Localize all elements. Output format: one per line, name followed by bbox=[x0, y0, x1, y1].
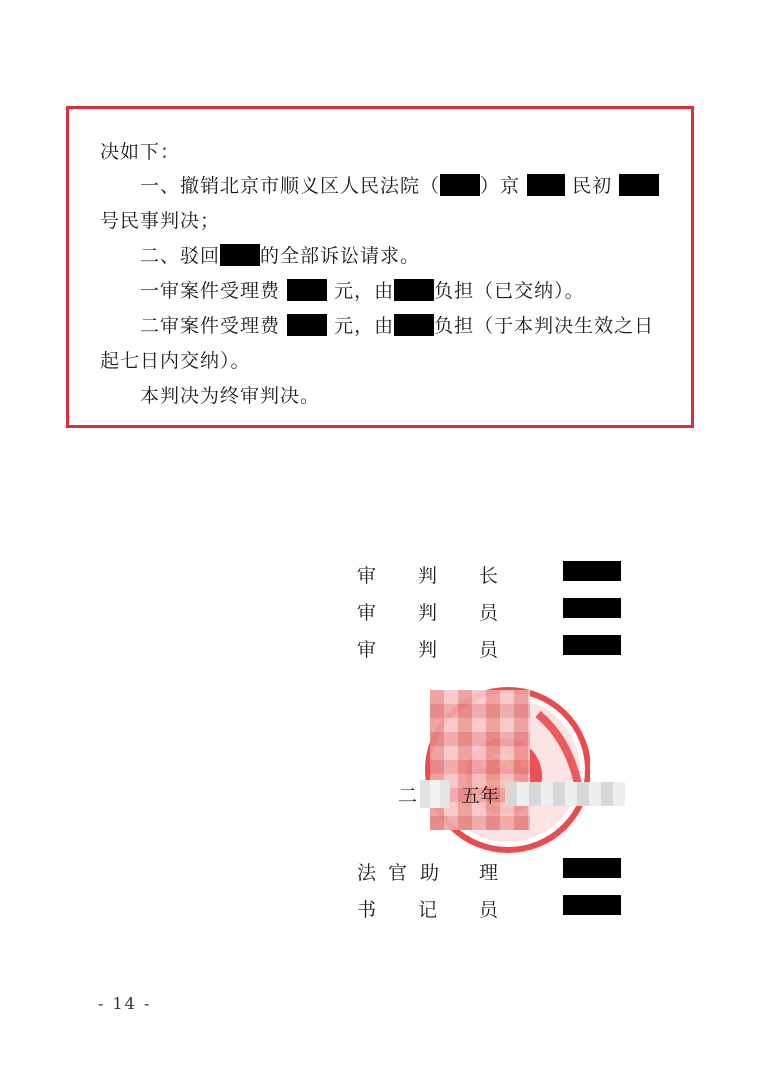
judgment-line-7: 起七日内交纳）。 bbox=[100, 350, 251, 372]
redaction-block bbox=[563, 858, 621, 878]
page-number: - 14 - bbox=[98, 994, 152, 1013]
redaction-block bbox=[563, 895, 621, 915]
judgment-line-8: 本判决为终审判决。 bbox=[140, 385, 321, 407]
redaction-block bbox=[563, 561, 621, 581]
judgment-line-3: 号民事判决； bbox=[100, 210, 221, 232]
judgment-date: 二 五年 bbox=[398, 785, 500, 807]
document-page: 决如下： 一、撤销北京市顺义区人民法院（ ）京 民初 号民事判决； 二、驳回 的全部诉讼请求。 一审案件受理费 元，由 负担（已交纳）。 二审案件受理费 元，由 负担（于本判决生效之日 起七日内交纳）。 本判决为终审判决。 审 判 长 审 判 员 审 判 员 二 五年 法 官 助 理 书 记 员 - 14 - bbox=[0, 0, 764, 1080]
redaction-block bbox=[394, 279, 434, 301]
redaction-block bbox=[527, 174, 565, 196]
redaction-block bbox=[440, 174, 480, 196]
judgment-line-4: 二、驳回 的全部诉讼请求。 bbox=[140, 245, 421, 267]
judgment-line-5: 一审案件受理费 元，由 负担（已交纳）。 bbox=[140, 280, 585, 302]
redaction-block bbox=[394, 314, 434, 336]
pixelated-redaction bbox=[505, 782, 625, 806]
redaction-block bbox=[563, 635, 621, 655]
judgment-line-1: 决如下： bbox=[100, 141, 181, 163]
judgment-line-2: 一、撤销北京市顺义区人民法院（ ）京 民初 bbox=[140, 174, 659, 198]
redaction-block bbox=[287, 314, 327, 336]
redaction-block bbox=[563, 598, 621, 618]
redaction-block bbox=[220, 244, 260, 266]
redaction-block bbox=[619, 174, 659, 196]
pixelated-redaction bbox=[430, 690, 530, 830]
redaction-block bbox=[287, 279, 327, 301]
judgment-line-6: 二审案件受理费 元，由 负担（于本判决生效之日 bbox=[140, 315, 655, 337]
